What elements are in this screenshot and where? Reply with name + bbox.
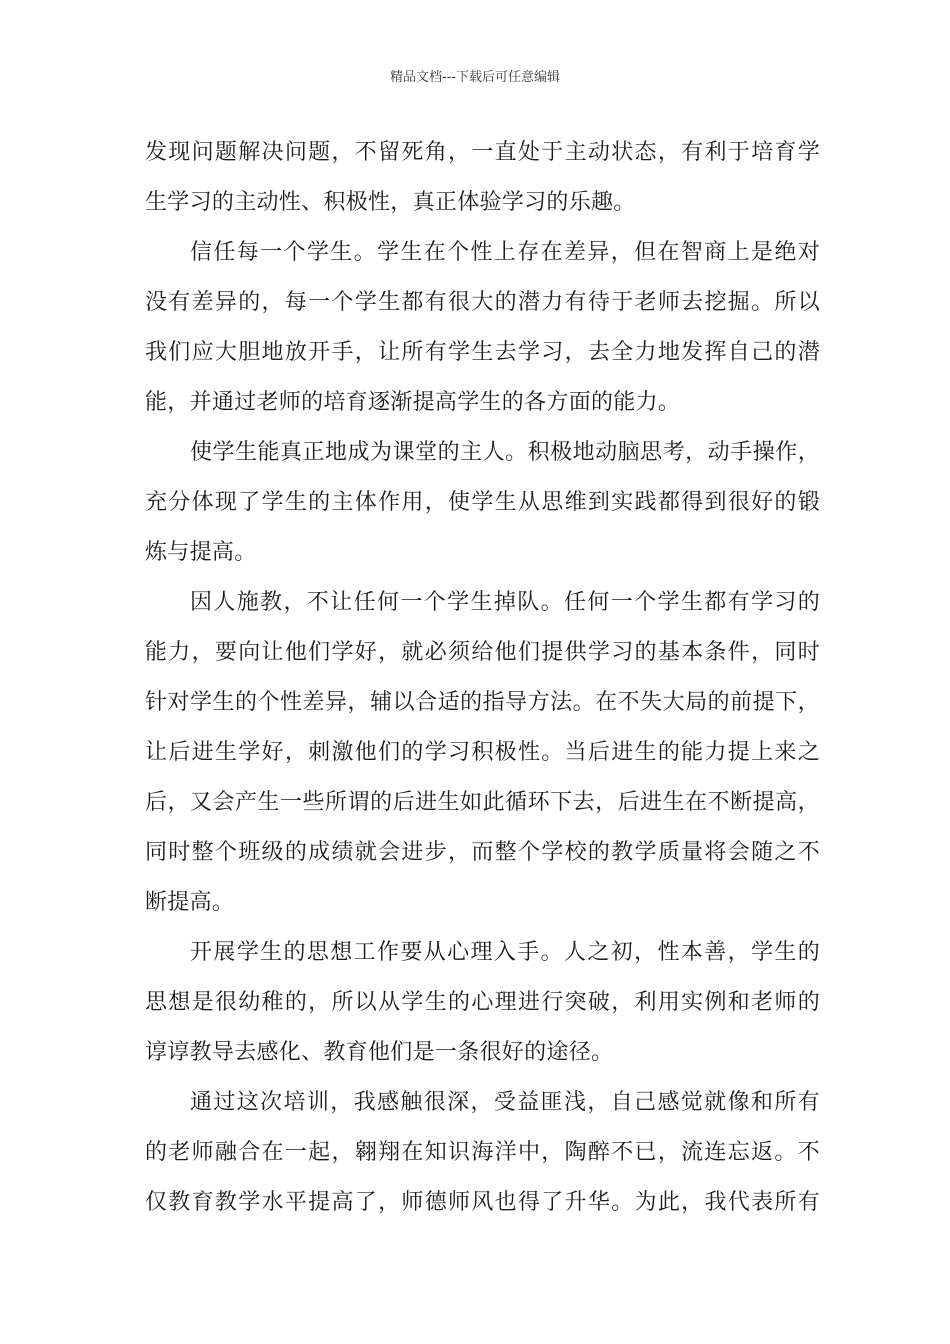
document-body xyxy=(145,128,820,1228)
text-line: 后，又会产生一些所谓的后进生如此循环下去，后进生在不断提高， xyxy=(145,790,820,815)
text-line: 没有差异的，每一个学生都有很大的潜力有待于老师去挖掘。所以 xyxy=(145,290,820,315)
text-line: 思想是很幼稚的，所以从学生的心理进行突破，利用实例和老师的 xyxy=(145,990,820,1015)
text-line: 能力，要向让他们学好，就必须给他们提供学习的基本条件，同时 xyxy=(145,640,820,665)
paragraph xyxy=(145,1078,820,1228)
page-header: 精品文档---下载后可任意编辑 xyxy=(389,70,561,85)
text-line: 针对学生的个性差异，辅以合适的指导方法。在不失大局的前提下， xyxy=(145,690,820,715)
text-line: 我们应大胆地放开手，让所有学生去学习，去全力地发挥自己的潜 xyxy=(145,340,820,365)
text-line: 充分体现了学生的主体作用，使学生从思维到实践都得到很好的锻 xyxy=(145,490,820,515)
paragraph xyxy=(145,578,820,928)
text-line: 能，并通过老师的培育逐渐提高学生的各方面的能力。 xyxy=(145,390,681,415)
paragraph xyxy=(145,228,820,428)
text-line: 炼与提高。 xyxy=(145,540,257,565)
text-line: 的老师融合在一起，翱翔在知识海洋中，陶醉不已，流连忘返。不 xyxy=(145,1140,820,1165)
text-line: 使学生能真正地成为课堂的主人。积极地动脑思考，动手操作， xyxy=(190,440,820,465)
text-line: 断提高。 xyxy=(145,890,235,915)
text-line: 同时整个班级的成绩就会进步，而整个学校的教学质量将会随之不 xyxy=(145,840,820,865)
text-line: 开展学生的思想工作要从心理入手。人之初，性本善，学生的 xyxy=(190,940,820,965)
paragraph xyxy=(145,928,820,1078)
text-line: 因人施教，不让任何一个学生掉队。任何一个学生都有学习的 xyxy=(190,590,820,615)
text-line: 通过这次培训，我感触很深，受益匪浅，自己感觉就像和所有 xyxy=(190,1090,820,1115)
text-line: 仅教育教学水平提高了，师德师风也得了升华。为此，我代表所有 xyxy=(145,1190,820,1215)
text-line: 让后进生学好，刺激他们的学习积极性。当后进生的能力提上来之 xyxy=(145,740,820,765)
paragraph xyxy=(145,428,820,578)
text-line: 谆谆教导去感化、教育他们是一条很好的途径。 xyxy=(145,1040,614,1065)
text-line: 生学习的主动性、积极性，真正体验学习的乐趣。 xyxy=(145,190,636,215)
text-line: 发现问题解决问题，不留死角，一直处于主动状态，有利于培育学 xyxy=(145,140,820,165)
text-line: 信任每一个学生。学生在个性上存在差异，但在智商上是绝对 xyxy=(190,240,820,265)
paragraph xyxy=(145,128,820,228)
